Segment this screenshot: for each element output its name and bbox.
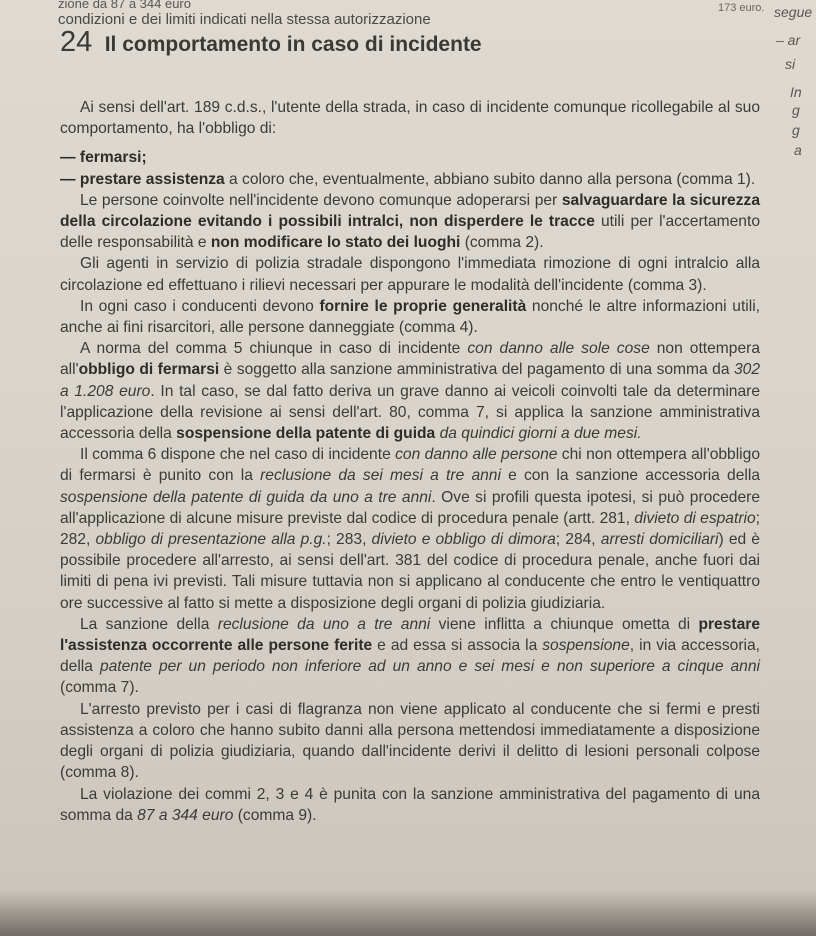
margin-fragment: a bbox=[794, 142, 802, 158]
paragraph: Gli agenti in servizio di polizia stradale dispongono l'immediata rimozione di ogni intralcio alla circolazione ed effettuano i rilievi necessari per appurare le modalità dell'incidente (comma 3). bbox=[60, 255, 760, 294]
margin-fragment: In bbox=[790, 84, 802, 100]
margin-fragment: si bbox=[785, 56, 796, 72]
previous-text-line: condizioni e dei limiti indicati nella stessa autorizzazione bbox=[58, 11, 431, 28]
paragraph: La violazione dei commi 2, 3 e 4 è punita con la sanzione amministrativa del pagamento di una somma da 87 a 344 euro (comma 9). bbox=[60, 785, 760, 824]
article-body bbox=[60, 97, 760, 826]
section-heading bbox=[60, 26, 482, 59]
cut-off-line: zione da 87 a 344 euro bbox=[58, 0, 191, 11]
paragraph: L'arresto previsto per i casi di flagranza non viene applicato al conducente che si fermi e presti assistenza a coloro che hanno subito danni alla persona mettendosi immediatamente a disposizione degli organi di polizia giudiziaria, quando dall'incidente derivi il delitto di lesioni personali colpose (comma 8). bbox=[60, 700, 760, 782]
photo-shadow bbox=[0, 890, 816, 936]
margin-fragment: – ar bbox=[776, 32, 801, 48]
paragraph: La sanzione della reclusione da uno a tre anni viene inflitta a chiunque ometta di prestare l'assistenza occorrente alle persone ferite e ad essa si associa la sospensione, in via accessoria, della patente per un periodo non inferiore ad un anno e sei mesi e non superiore a cinque anni (comma 7). bbox=[60, 615, 760, 697]
paragraph: In ogni caso i conducenti devono fornire le proprie generalità nonché le altre informazioni utili, anche ai fini risarcitori, alle persone danneggiate (comma 4). bbox=[60, 297, 760, 337]
segue-label: segue bbox=[774, 4, 813, 20]
list-item: — fermarsi; bbox=[60, 149, 147, 167]
margin-fragment: g bbox=[792, 102, 800, 118]
paragraph: A norma del comma 5 chiunque in caso di incidente con danno alle sole cose non ottempera all'obbligo di fermarsi è soggetto alla sanzione amministrativa del pagamento di una somma da 302 a 1.208 euro. In tal caso, se dal fatto deriva un grave danno ai veicoli coinvolti tale da determinare l'applicazione della revisione ai sensi dell'art. 80, comma 7, si applica la sanzione amministrativa accessoria della sospensione della patente di guida da quindici giorni a due mesi. bbox=[60, 340, 760, 443]
list-item: — prestare assistenza a coloro che, eventualmente, abbiano subito danno alla persona (comma 1). bbox=[60, 170, 756, 188]
paragraph: Le persone coinvolte nell'incidente devono comunque adoperarsi per salvaguardare la sicurezza della circolazione evitando i possibili intralci, non disperdere le tracce utili per l'accertamento delle responsabilità e non modificare lo stato dei luoghi (comma 2). bbox=[60, 191, 760, 252]
section-number: 24 bbox=[60, 26, 93, 58]
paragraph: Il comma 6 dispone che nel caso di incidente con danno alle persone chi non ottempera all'obbligo di fermarsi è punito con la reclusione da sei mesi a tre anni e con la sanzione accessoria della sospensione della patente di guida da uno a tre anni. Ove si profili questa ipotesi, si può procedere all'applicazione di alcune misure previste dal codice di procedura penale (artt. 281, divieto di espatrio; 282, obbligo di presentazione alla p.g.; 283, divieto e obbligo di dimora; 284, arresti domiciliari) ed è possibile procedere all'arresto, ai sensi dell'art. 381 del codice di procedura penale, anche fuori dai limiti di pena ivi previsti. Tali misure tuttavia non si applicano al conducente che entro le ventiquattro ore successive al fatto si mette a disposizione degli organi di polizia giudiziaria. bbox=[60, 446, 760, 612]
section-title: Il comportamento in caso di incidente bbox=[104, 33, 482, 56]
top-right-fragment: 173 euro. bbox=[718, 2, 765, 14]
margin-fragment: g bbox=[792, 122, 800, 138]
intro-paragraph: Ai sensi dell'art. 189 c.d.s., l'utente della strada, in caso di incidente comunque ricollegabile al suo comportamento, ha l'obbligo di: bbox=[60, 99, 760, 138]
